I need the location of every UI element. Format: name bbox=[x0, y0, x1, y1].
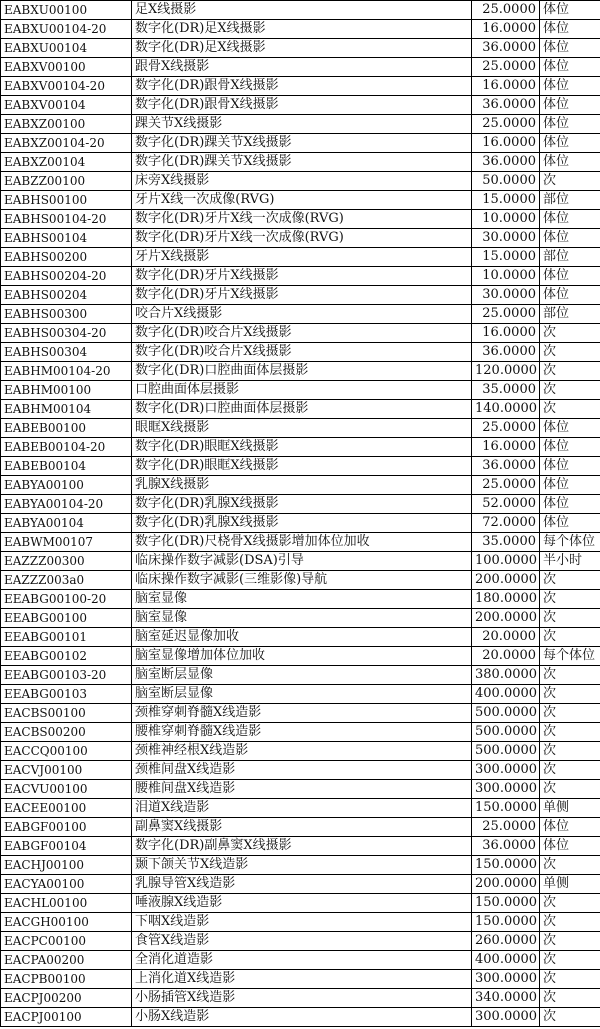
item-price-cell: 500.0000 bbox=[472, 723, 540, 742]
item-code-cell: EACGH00100 bbox=[1, 913, 132, 932]
item-code-cell: EABXV00104 bbox=[1, 96, 132, 115]
table-row bbox=[1, 362, 600, 381]
item-code-cell: EACVU00100 bbox=[1, 780, 132, 799]
item-unit-cell: 次 bbox=[540, 1008, 600, 1027]
item-unit-cell: 半小时 bbox=[540, 552, 600, 571]
item-price-cell: 300.0000 bbox=[472, 970, 540, 989]
item-unit-cell: 次 bbox=[540, 400, 600, 419]
table-row bbox=[1, 514, 600, 533]
item-name-cell: 数字化(DR)跟骨X线摄影 bbox=[132, 96, 472, 115]
table-row bbox=[1, 742, 600, 761]
table-row bbox=[1, 761, 600, 780]
item-unit-cell: 体位 bbox=[540, 286, 600, 305]
item-code-cell: EACBS00200 bbox=[1, 723, 132, 742]
table-row bbox=[1, 419, 600, 438]
item-name-cell: 数字化(DR)踝关节X线摄影 bbox=[132, 134, 472, 153]
item-code-cell: EACPJ00200 bbox=[1, 989, 132, 1008]
item-unit-cell: 次 bbox=[540, 666, 600, 685]
item-code-cell: EABXV00100 bbox=[1, 58, 132, 77]
item-code-cell: EABHS00204-20 bbox=[1, 267, 132, 286]
item-price-cell: 300.0000 bbox=[472, 1008, 540, 1027]
item-unit-cell: 次 bbox=[540, 362, 600, 381]
item-unit-cell: 次 bbox=[540, 761, 600, 780]
table-row bbox=[1, 571, 600, 590]
item-code-cell: EABYA00104 bbox=[1, 514, 132, 533]
item-unit-cell: 次 bbox=[540, 324, 600, 343]
item-price-cell: 300.0000 bbox=[472, 780, 540, 799]
item-code-cell: EACPJ00100 bbox=[1, 1008, 132, 1027]
item-price-cell: 150.0000 bbox=[472, 913, 540, 932]
item-unit-cell: 次 bbox=[540, 780, 600, 799]
item-unit-cell: 体位 bbox=[540, 1, 600, 20]
table-row bbox=[1, 457, 600, 476]
item-code-cell: EABHS00104 bbox=[1, 229, 132, 248]
item-price-cell: 25.0000 bbox=[472, 58, 540, 77]
item-price-cell: 25.0000 bbox=[472, 476, 540, 495]
table-row bbox=[1, 115, 600, 134]
item-unit-cell: 体位 bbox=[540, 39, 600, 58]
item-price-cell: 52.0000 bbox=[472, 495, 540, 514]
item-name-cell: 小肠X线造影 bbox=[132, 1008, 472, 1027]
item-price-cell: 30.0000 bbox=[472, 286, 540, 305]
item-unit-cell: 体位 bbox=[540, 419, 600, 438]
item-price-cell: 50.0000 bbox=[472, 172, 540, 191]
item-price-cell: 36.0000 bbox=[472, 837, 540, 856]
item-price-cell: 20.0000 bbox=[472, 628, 540, 647]
item-unit-cell: 体位 bbox=[540, 438, 600, 457]
item-code-cell: EABHM00104 bbox=[1, 400, 132, 419]
item-name-cell: 泪道X线造影 bbox=[132, 799, 472, 818]
item-price-cell: 25.0000 bbox=[472, 1, 540, 20]
item-code-cell: EABXZ00104 bbox=[1, 153, 132, 172]
table-row bbox=[1, 77, 600, 96]
item-code-cell: EABHS00200 bbox=[1, 248, 132, 267]
item-unit-cell: 次 bbox=[540, 343, 600, 362]
item-code-cell: EACPA00200 bbox=[1, 951, 132, 970]
table-row bbox=[1, 1008, 600, 1027]
item-code-cell: EEABG00100-20 bbox=[1, 590, 132, 609]
table-row bbox=[1, 248, 600, 267]
item-price-cell: 500.0000 bbox=[472, 704, 540, 723]
table-row bbox=[1, 267, 600, 286]
item-price-cell: 400.0000 bbox=[472, 951, 540, 970]
item-code-cell: EAZZZ003a0 bbox=[1, 571, 132, 590]
item-name-cell: 脑室延迟显像加收 bbox=[132, 628, 472, 647]
item-name-cell: 踝关节X线摄影 bbox=[132, 115, 472, 134]
item-name-cell: 数字化(DR)牙片X线摄影 bbox=[132, 267, 472, 286]
table-row bbox=[1, 932, 600, 951]
item-code-cell: EABXZ00100 bbox=[1, 115, 132, 134]
item-price-cell: 20.0000 bbox=[472, 647, 540, 666]
item-name-cell: 数字化(DR)足X线摄影 bbox=[132, 39, 472, 58]
item-price-cell: 25.0000 bbox=[472, 305, 540, 324]
item-unit-cell: 体位 bbox=[540, 115, 600, 134]
item-code-cell: EABGF00104 bbox=[1, 837, 132, 856]
item-name-cell: 颈椎穿刺脊髓X线造影 bbox=[132, 704, 472, 723]
item-code-cell: EABZZ00100 bbox=[1, 172, 132, 191]
item-name-cell: 上消化道X线造影 bbox=[132, 970, 472, 989]
item-price-cell: 400.0000 bbox=[472, 685, 540, 704]
item-price-cell: 16.0000 bbox=[472, 438, 540, 457]
item-name-cell: 数字化(DR)踝关节X线摄影 bbox=[132, 153, 472, 172]
item-price-cell: 100.0000 bbox=[472, 552, 540, 571]
item-name-cell: 临床操作数字减影(三维影像)导航 bbox=[132, 571, 472, 590]
item-unit-cell: 次 bbox=[540, 609, 600, 628]
item-code-cell: EABHM00100 bbox=[1, 381, 132, 400]
item-name-cell: 颞下颌关节X线造影 bbox=[132, 856, 472, 875]
item-unit-cell: 次 bbox=[540, 742, 600, 761]
table-row bbox=[1, 343, 600, 362]
table-row bbox=[1, 533, 600, 552]
item-unit-cell: 部位 bbox=[540, 248, 600, 267]
item-code-cell: EABHS00300 bbox=[1, 305, 132, 324]
item-name-cell: 牙片X线摄影 bbox=[132, 248, 472, 267]
table-row bbox=[1, 134, 600, 153]
item-name-cell: 足X线摄影 bbox=[132, 1, 472, 20]
table-row bbox=[1, 704, 600, 723]
item-code-cell: EABXV00104-20 bbox=[1, 77, 132, 96]
item-unit-cell: 每个体位 bbox=[540, 647, 600, 666]
item-name-cell: 数字化(DR)口腔曲面体层摄影 bbox=[132, 400, 472, 419]
item-name-cell: 数字化(DR)牙片X线一次成像(RVG) bbox=[132, 210, 472, 229]
item-name-cell: 颈椎间盘X线造影 bbox=[132, 761, 472, 780]
item-code-cell: EACBS00100 bbox=[1, 704, 132, 723]
item-price-cell: 25.0000 bbox=[472, 818, 540, 837]
item-name-cell: 数字化(DR)尺桡骨X线摄影增加体位加收 bbox=[132, 533, 472, 552]
item-name-cell: 眼眶X线摄影 bbox=[132, 419, 472, 438]
item-name-cell: 数字化(DR)口腔曲面体层摄影 bbox=[132, 362, 472, 381]
table-row bbox=[1, 780, 600, 799]
table-row bbox=[1, 39, 600, 58]
item-code-cell: EABXU00100 bbox=[1, 1, 132, 20]
table-row bbox=[1, 1, 600, 20]
item-name-cell: 脑室断层显像 bbox=[132, 666, 472, 685]
item-price-cell: 25.0000 bbox=[472, 419, 540, 438]
item-name-cell: 腰椎穿刺脊髓X线造影 bbox=[132, 723, 472, 742]
item-name-cell: 数字化(DR)乳腺X线摄影 bbox=[132, 495, 472, 514]
item-unit-cell: 次 bbox=[540, 704, 600, 723]
item-name-cell: 脑室断层显像 bbox=[132, 685, 472, 704]
item-name-cell: 数字化(DR)牙片X线摄影 bbox=[132, 286, 472, 305]
table-row bbox=[1, 590, 600, 609]
item-unit-cell: 体位 bbox=[540, 134, 600, 153]
table-row bbox=[1, 875, 600, 894]
item-price-cell: 180.0000 bbox=[472, 590, 540, 609]
item-unit-cell: 次 bbox=[540, 685, 600, 704]
table-row bbox=[1, 685, 600, 704]
table-row bbox=[1, 20, 600, 39]
table-row bbox=[1, 191, 600, 210]
table-row bbox=[1, 153, 600, 172]
item-code-cell: EEABG00102 bbox=[1, 647, 132, 666]
table-row bbox=[1, 913, 600, 932]
item-price-cell: 10.0000 bbox=[472, 210, 540, 229]
item-price-cell: 35.0000 bbox=[472, 533, 540, 552]
item-price-cell: 36.0000 bbox=[472, 457, 540, 476]
item-code-cell: EAZZZ00300 bbox=[1, 552, 132, 571]
table-row bbox=[1, 96, 600, 115]
item-name-cell: 乳腺X线摄影 bbox=[132, 476, 472, 495]
item-code-cell: EABHS00304-20 bbox=[1, 324, 132, 343]
table-row bbox=[1, 552, 600, 571]
item-code-cell: EEABG00100 bbox=[1, 609, 132, 628]
item-price-cell: 260.0000 bbox=[472, 932, 540, 951]
table-row bbox=[1, 951, 600, 970]
item-price-cell: 36.0000 bbox=[472, 343, 540, 362]
table-row bbox=[1, 856, 600, 875]
table-row bbox=[1, 229, 600, 248]
item-code-cell: EACEE00100 bbox=[1, 799, 132, 818]
item-price-cell: 72.0000 bbox=[472, 514, 540, 533]
item-code-cell: EACYA00100 bbox=[1, 875, 132, 894]
item-price-cell: 380.0000 bbox=[472, 666, 540, 685]
item-unit-cell: 次 bbox=[540, 951, 600, 970]
item-name-cell: 跟骨X线摄影 bbox=[132, 58, 472, 77]
item-price-cell: 16.0000 bbox=[472, 324, 540, 343]
item-unit-cell: 体位 bbox=[540, 514, 600, 533]
item-name-cell: 食管X线造影 bbox=[132, 932, 472, 951]
item-name-cell: 全消化道造影 bbox=[132, 951, 472, 970]
item-code-cell: EEABG00103-20 bbox=[1, 666, 132, 685]
item-name-cell: 脑室显像 bbox=[132, 609, 472, 628]
item-unit-cell: 部位 bbox=[540, 305, 600, 324]
table-row bbox=[1, 818, 600, 837]
item-price-cell: 120.0000 bbox=[472, 362, 540, 381]
table-row bbox=[1, 837, 600, 856]
item-price-cell: 36.0000 bbox=[472, 153, 540, 172]
item-code-cell: EABHS00104-20 bbox=[1, 210, 132, 229]
item-unit-cell: 次 bbox=[540, 571, 600, 590]
item-name-cell: 数字化(DR)副鼻窦X线摄影 bbox=[132, 837, 472, 856]
item-unit-cell: 次 bbox=[540, 172, 600, 191]
item-unit-cell: 次 bbox=[540, 970, 600, 989]
item-price-cell: 25.0000 bbox=[472, 115, 540, 134]
item-name-cell: 腰椎间盘X线造影 bbox=[132, 780, 472, 799]
item-price-cell: 150.0000 bbox=[472, 799, 540, 818]
table-row bbox=[1, 799, 600, 818]
table-row bbox=[1, 324, 600, 343]
table-row bbox=[1, 400, 600, 419]
item-name-cell: 数字化(DR)咬合片X线摄影 bbox=[132, 343, 472, 362]
table-row bbox=[1, 970, 600, 989]
item-name-cell: 脑室显像增加体位加收 bbox=[132, 647, 472, 666]
item-name-cell: 数字化(DR)咬合片X线摄影 bbox=[132, 324, 472, 343]
item-code-cell: EEABG00101 bbox=[1, 628, 132, 647]
item-price-cell: 16.0000 bbox=[472, 77, 540, 96]
item-unit-cell: 部位 bbox=[540, 191, 600, 210]
fee-table-body bbox=[1, 1, 600, 1027]
table-row bbox=[1, 894, 600, 913]
item-code-cell: EACHL00100 bbox=[1, 894, 132, 913]
item-price-cell: 150.0000 bbox=[472, 856, 540, 875]
item-code-cell: EABHM00104-20 bbox=[1, 362, 132, 381]
item-code-cell: EABXU00104 bbox=[1, 39, 132, 58]
table-row bbox=[1, 476, 600, 495]
item-unit-cell: 体位 bbox=[540, 818, 600, 837]
table-row bbox=[1, 495, 600, 514]
item-code-cell: EACPC00100 bbox=[1, 932, 132, 951]
table-row bbox=[1, 305, 600, 324]
table-row bbox=[1, 58, 600, 77]
item-price-cell: 300.0000 bbox=[472, 761, 540, 780]
item-price-cell: 15.0000 bbox=[472, 248, 540, 267]
item-unit-cell: 体位 bbox=[540, 267, 600, 286]
item-name-cell: 乳腺导管X线造影 bbox=[132, 875, 472, 894]
item-code-cell: EABXZ00104-20 bbox=[1, 134, 132, 153]
item-unit-cell: 次 bbox=[540, 894, 600, 913]
item-price-cell: 150.0000 bbox=[472, 894, 540, 913]
item-code-cell: EABEB00104-20 bbox=[1, 438, 132, 457]
item-name-cell: 数字化(DR)足X线摄影 bbox=[132, 20, 472, 39]
item-code-cell: EABXU00104-20 bbox=[1, 20, 132, 39]
item-unit-cell: 体位 bbox=[540, 495, 600, 514]
table-row bbox=[1, 647, 600, 666]
item-name-cell: 数字化(DR)眼眶X线摄影 bbox=[132, 457, 472, 476]
item-price-cell: 36.0000 bbox=[472, 96, 540, 115]
item-unit-cell: 次 bbox=[540, 381, 600, 400]
item-unit-cell: 次 bbox=[540, 932, 600, 951]
item-price-cell: 10.0000 bbox=[472, 267, 540, 286]
item-name-cell: 唾液腺X线造影 bbox=[132, 894, 472, 913]
item-code-cell: EACHJ00100 bbox=[1, 856, 132, 875]
item-code-cell: EABHS00100 bbox=[1, 191, 132, 210]
item-code-cell: EEABG00103 bbox=[1, 685, 132, 704]
item-price-cell: 16.0000 bbox=[472, 134, 540, 153]
item-unit-cell: 次 bbox=[540, 628, 600, 647]
table-row bbox=[1, 723, 600, 742]
item-code-cell: EABEB00104 bbox=[1, 457, 132, 476]
table-row bbox=[1, 989, 600, 1008]
item-unit-cell: 体位 bbox=[540, 77, 600, 96]
item-unit-cell: 体位 bbox=[540, 20, 600, 39]
item-name-cell: 口腔曲面体层摄影 bbox=[132, 381, 472, 400]
item-unit-cell: 次 bbox=[540, 723, 600, 742]
item-price-cell: 200.0000 bbox=[472, 875, 540, 894]
item-unit-cell: 次 bbox=[540, 856, 600, 875]
item-code-cell: EABHS00304 bbox=[1, 343, 132, 362]
item-unit-cell: 次 bbox=[540, 590, 600, 609]
item-price-cell: 200.0000 bbox=[472, 609, 540, 628]
item-price-cell: 200.0000 bbox=[472, 571, 540, 590]
item-name-cell: 数字化(DR)跟骨X线摄影 bbox=[132, 77, 472, 96]
item-unit-cell: 次 bbox=[540, 913, 600, 932]
item-code-cell: EABHS00204 bbox=[1, 286, 132, 305]
item-price-cell: 35.0000 bbox=[472, 381, 540, 400]
item-code-cell: EABGF00100 bbox=[1, 818, 132, 837]
item-unit-cell: 体位 bbox=[540, 476, 600, 495]
item-unit-cell: 体位 bbox=[540, 457, 600, 476]
item-unit-cell: 次 bbox=[540, 989, 600, 1008]
item-name-cell: 咬合片X线摄影 bbox=[132, 305, 472, 324]
item-price-cell: 15.0000 bbox=[472, 191, 540, 210]
item-unit-cell: 体位 bbox=[540, 229, 600, 248]
item-price-cell: 30.0000 bbox=[472, 229, 540, 248]
item-price-cell: 36.0000 bbox=[472, 39, 540, 58]
item-code-cell: EACPB00100 bbox=[1, 970, 132, 989]
item-unit-cell: 体位 bbox=[540, 96, 600, 115]
item-unit-cell: 体位 bbox=[540, 837, 600, 856]
item-name-cell: 数字化(DR)乳腺X线摄影 bbox=[132, 514, 472, 533]
table-row bbox=[1, 666, 600, 685]
item-name-cell: 床旁X线摄影 bbox=[132, 172, 472, 191]
table-row bbox=[1, 438, 600, 457]
item-name-cell: 下咽X线造影 bbox=[132, 913, 472, 932]
item-unit-cell: 体位 bbox=[540, 210, 600, 229]
item-name-cell: 数字化(DR)眼眶X线摄影 bbox=[132, 438, 472, 457]
item-code-cell: EABYA00100 bbox=[1, 476, 132, 495]
item-code-cell: EACVJ00100 bbox=[1, 761, 132, 780]
item-name-cell: 颈椎神经根X线造影 bbox=[132, 742, 472, 761]
item-price-cell: 500.0000 bbox=[472, 742, 540, 761]
table-row bbox=[1, 286, 600, 305]
item-unit-cell: 单侧 bbox=[540, 799, 600, 818]
item-price-cell: 340.0000 bbox=[472, 989, 540, 1008]
item-code-cell: EABYA00104-20 bbox=[1, 495, 132, 514]
item-unit-cell: 体位 bbox=[540, 58, 600, 77]
item-name-cell: 临床操作数字减影(DSA)引导 bbox=[132, 552, 472, 571]
table-row bbox=[1, 210, 600, 229]
item-unit-cell: 每个体位 bbox=[540, 533, 600, 552]
table-row bbox=[1, 628, 600, 647]
item-code-cell: EABWM00107 bbox=[1, 533, 132, 552]
table-row bbox=[1, 381, 600, 400]
item-unit-cell: 单侧 bbox=[540, 875, 600, 894]
item-code-cell: EACCQ00100 bbox=[1, 742, 132, 761]
table-row bbox=[1, 172, 600, 191]
table-row bbox=[1, 609, 600, 628]
item-name-cell: 脑室显像 bbox=[132, 590, 472, 609]
item-name-cell: 小肠插管X线造影 bbox=[132, 989, 472, 1008]
item-price-cell: 16.0000 bbox=[472, 20, 540, 39]
item-name-cell: 副鼻窦X线摄影 bbox=[132, 818, 472, 837]
item-name-cell: 牙片X线一次成像(RVG) bbox=[132, 191, 472, 210]
item-price-cell: 140.0000 bbox=[472, 400, 540, 419]
item-unit-cell: 体位 bbox=[540, 153, 600, 172]
item-name-cell: 数字化(DR)牙片X线一次成像(RVG) bbox=[132, 229, 472, 248]
item-code-cell: EABEB00100 bbox=[1, 419, 132, 438]
